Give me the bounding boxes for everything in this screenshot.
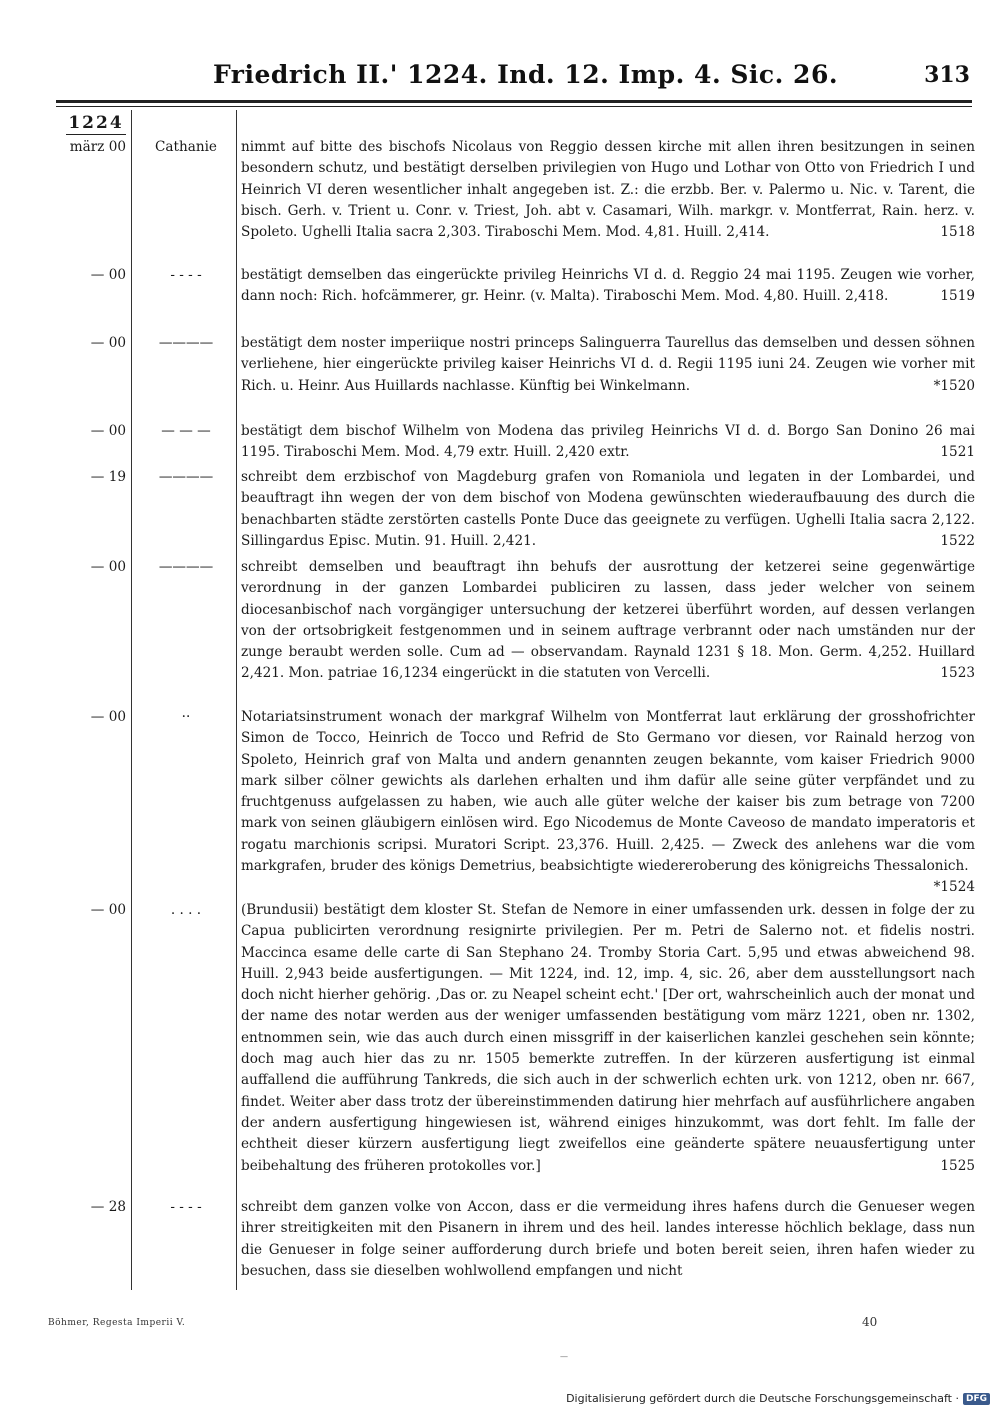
- entry-text-body: bestätigt demselben das eingerückte privileg Heinrichs VI d. d. Reggio 24 mai 1195. Zeugen wie vorher, dann noch: Rich. hofcämmerer, gr. Heinr. (v. Malta). Tiraboschi Mem. Mod. 4,80. Huill. 2,418.: [241, 267, 975, 305]
- entry-place: — — —: [161, 423, 211, 439]
- year-label: 1224: [66, 113, 126, 135]
- entry-place: ··: [181, 709, 191, 725]
- entry-number: *1520: [933, 377, 975, 394]
- entry-place: ————: [158, 335, 214, 351]
- funding-text: Digitalisierung gefördert durch die Deutsche Forschungsgemeinschaft ·: [566, 1392, 959, 1405]
- entry-number: 1525: [940, 1157, 975, 1174]
- entry-text: [241, 1197, 975, 1282]
- entry-date: — 00: [90, 902, 126, 918]
- entry-text-body: (Brundusii) bestätigt dem kloster St. Stefan de Nemore in einer umfassenden urk. dessen in folge der zu Capua publicirten verordnung resignirte privilegien. Per m. Petri de Salerno not. et fidelis nostri. Maccinca esame delle carte di San Stephano 24. Tromby Storia Cart. 5,95 und etwas abweichend 98. Huill. 2,943 beide ausfertigungen. — Mit 1224, ind. 12, imp. 4, sic. 26, aber dem ausstellungsort nach doch nicht hierher gehörig. ‚Das or. zu Neapel scheint echt.' [Der ort, wahrscheinlich auch der monat und der name des notar werden aus der weniger umfassenden bestätigung vom märz 1221, oben nr. 1302, entnommen sein, wie das auch durch einen missgriff in der kaiserlichen kanzlei geschehen sein könnte; doch mag auch hier das zu nr. 1505 bemerkte zutreffen. In der kürzeren ausfertigung ist einmal auffallend die aufführung Tankreds, die sich auch in der schwerlich echten urk. von 1212, oben nr. 667, findet. Weiter aber dass trotz der übereinstimmenden datirung hier mehrfach auf ausführlichere angaben der andern ausfertigung hingewiesen ist, während einiges hinzukommt, was dort fehlt. Im falle der echtheit dieser kürzern ausfertigung liegt zweifellos eine geänderte spätere neuausfertigung unter beibehaltung des früheren protokolles vor.]: [241, 902, 975, 1174]
- entry-date: — 00: [90, 709, 126, 725]
- entry-text-body: Notariatsinstrument wonach der markgraf Wilhelm von Montferrat laut erklärung der grosshofrichter Simon de Tocco, Heinrich de Tocco und Refrid de Sto Germano vor diesen, vor Rainald herzog von Spoleto, Heinrich graf von Malta und andern genannten zeugen bekannte, vom kaiser Friedrich 9000 mark silber cölner gewichts als darlehen erhalten und ihm dafür alle seine güter verpfändet und zu fruchtgenuss aufgelassen zu haben, wie auch alle güter welche der kaiser bis zum betrage von 7200 mark von seinen gläubigern einlösen wird. Ego Nicodemus de Monte Caveoso de mandato imperatoris et rogatu marchionis scripsi. Muratori Script. 23,376. Huill. 2,425. — Zweck des anlehens war die vom markgrafen, bruder des königs Demetrius, beabsichtigte wiedereroberung des königreichs Thessalonich.: [241, 709, 975, 875]
- entry-number: 1519: [940, 288, 975, 305]
- entry-text-body: nimmt auf bitte des bischofs Nicolaus von Reggio dessen kirche mit allen ihren besitzungen in seinen besondern schutz, und bestätigt derselben privilegien von Hugo und Lothar von Otto von Friedrich I und Heinrich VI deren wesentlicher inhalt angegeben ist. Z.: die erzbb. Ber. v. Palermo u. Nic. v. Tarent, die bisch. Gerh. v. Trient u. Conr. v. Triest, Joh. abt v. Casamari, Wilh. markgr. v. Montferrat, Rain. herz. v. Spoleto. Ughelli Italia sacra 2,303. Tiraboschi Mem. Mod. 4,81. Huill. 2,414.: [241, 139, 975, 241]
- column-divider-place: [236, 110, 237, 1290]
- entry-place: Cathanie: [155, 139, 217, 155]
- entry-text-body: schreibt demselben und beauftragt ihn behufs der ausrottung der ketzerei seine gegenwärtige verordnung in der ganzen Lombardei publiciren zu lassen, dass jeder welcher von seinem diocesanbischof nach vorgängiger untersuchung der ketzerei überführt worden, auf dessen verlangen von der ortsobrigkeit festgenommen und in seinem auftrage verbrannt oder nach umständen nur der zunge beraubt werden solle. Cum ad — observandam. Raynald 1231 § 18. Mon. Germ. 4,252. Huillard 2,421. Mon. patriae 16,1234 eingerückt in die statuten von Vercelli.: [241, 559, 975, 682]
- entry-place: - - - -: [170, 1199, 202, 1215]
- entry-text: [241, 707, 975, 899]
- header-rule-thick: [56, 100, 972, 103]
- entry-text-body: schreibt dem ganzen volke von Accon, dass er die vermeidung ihres hafens durch die Genueser wegen ihrer streitigkeiten mit den Pisanern in ihrem und des heil. landes interesse höchlich beklage, dass nun die Genueser in folge seiner aufforderung durch briefe und boten bereit seien, ihren hafen wieder zu besuchen, dass sie dieselben wohlwollend empfangen und nicht: [241, 1199, 975, 1279]
- footer-signature-number: 40: [862, 1315, 878, 1329]
- entry-text: [241, 467, 975, 552]
- entry-number: 1518: [940, 224, 975, 241]
- entry-number: *1524: [933, 879, 975, 896]
- entry-text: [241, 900, 975, 1177]
- page-number: 313: [924, 62, 970, 88]
- entry-date: märz 00: [69, 139, 126, 155]
- entry-text: [241, 333, 975, 397]
- entry-number: 1521: [940, 444, 975, 461]
- entry-date: — 00: [90, 559, 126, 575]
- entry-text: [241, 421, 975, 464]
- entry-place: ————: [158, 469, 214, 485]
- column-divider-date: [131, 110, 132, 1290]
- entry-date: — 00: [90, 335, 126, 351]
- entry-place: . . . .: [170, 902, 202, 918]
- entry-place: - - - -: [170, 267, 202, 283]
- funding-note: [566, 1392, 990, 1405]
- entry-text: [241, 557, 975, 685]
- header-rule-thin: [56, 106, 972, 107]
- footer-source: Böhmer, Regesta Imperii V.: [48, 1318, 186, 1328]
- entry-date: — 00: [90, 423, 126, 439]
- entry-text-body: bestätigt dem bischof Wilhelm von Modena das privileg Heinrichs VI d. d. Borgo San Donino 26 mai 1195. Tiraboschi Mem. Mod. 4,79 extr. Huill. 2,420 extr.: [241, 423, 975, 461]
- footer-mark: —: [560, 1352, 568, 1361]
- entry-text: [241, 265, 975, 308]
- dfg-logo-icon: DFG: [963, 1393, 990, 1405]
- entry-place: ————: [158, 559, 214, 575]
- entry-date: — 00: [90, 267, 126, 283]
- entry-number: 1522: [940, 532, 975, 549]
- entry-text-body: bestätigt dem noster imperiique nostri princeps Salinguerra Taurellus das demselben und dessen söhnen verliehene, hier eingerückte privileg kaiser Heinrichs VI d. d. Regii 1195 iuni 24. Zeugen wie vorher mit Rich. u. Heinr. Aus Huillards nachlasse. Künftig bei Winkelmann.: [241, 335, 975, 394]
- entry-text: [241, 137, 975, 243]
- entry-text-body: schreibt dem erzbischof von Magdeburg grafen von Romaniola und legaten in der Lombardei, und beauftragt ihn wegen der von dem bischof von Modena gewünschten wiederaufbauung des durch die benachbarten städte zerstörten castells Ponte Duce das geeignete zu verfügen. Ughelli Italia sacra 2,122. Sillingardus Episc. Mutin. 91. Huill. 2,421.: [241, 469, 975, 549]
- running-title: Friedrich II.' 1224. Ind. 12. Imp. 4. Sic. 26.: [213, 60, 839, 89]
- page-header: [0, 58, 1000, 98]
- entry-date: — 28: [90, 1199, 126, 1215]
- entry-date: — 19: [90, 469, 126, 485]
- entry-number: 1523: [940, 665, 975, 682]
